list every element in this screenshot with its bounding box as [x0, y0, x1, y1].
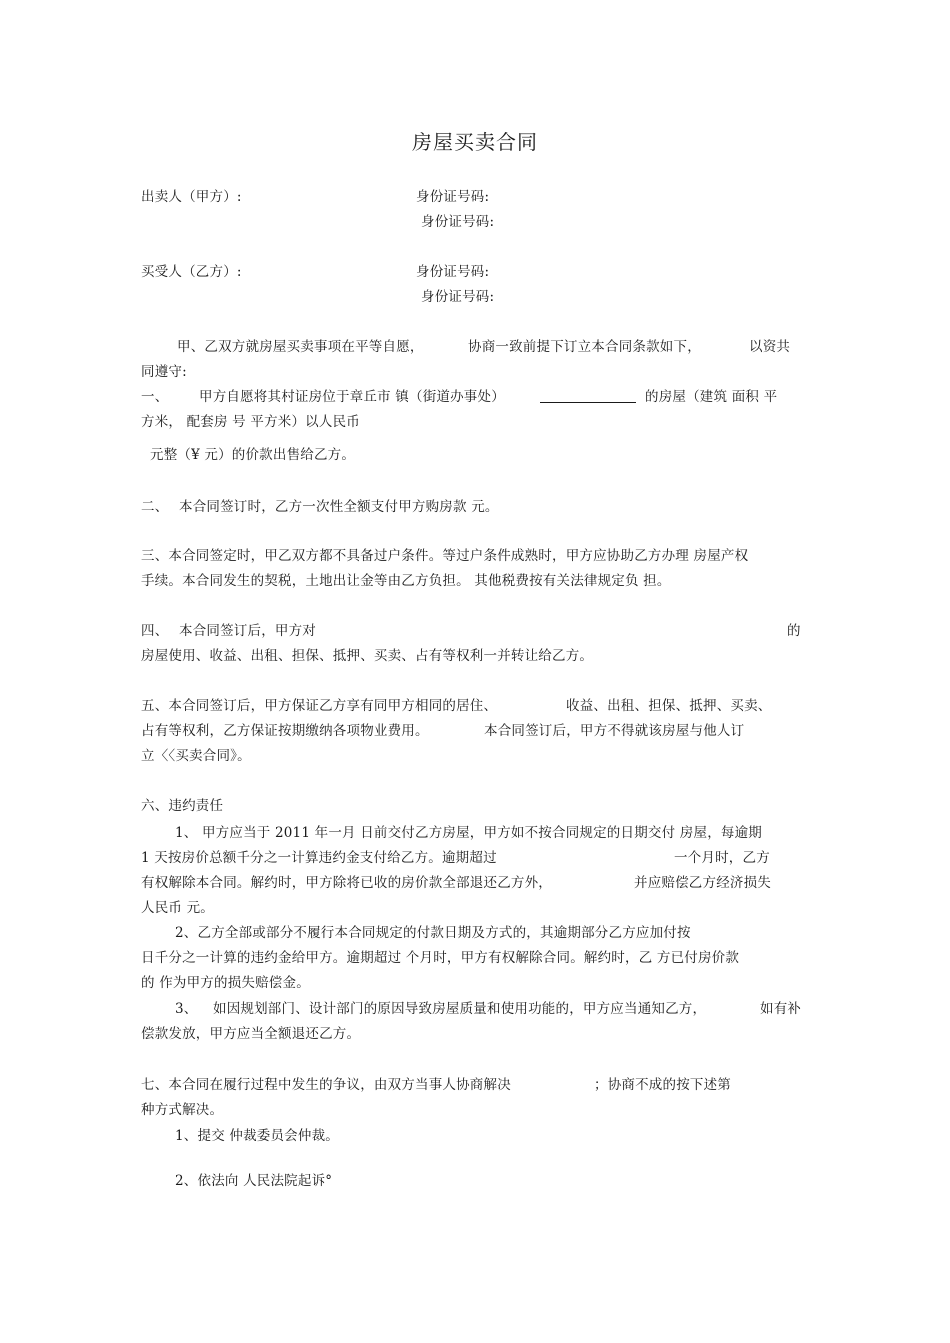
- clause-1-line-2: 方米， 配套房 号 平方米）以人民币: [141, 414, 360, 430]
- clause-1-line-3: 元整（¥ 元）的价款出售给乙方。: [150, 447, 356, 463]
- buyer-label: 买受人（乙方）:: [141, 264, 242, 280]
- clause-4-line-2: 房屋使用、收益、出租、担保、抵押、买卖、占有等权利一并转让给乙方。: [141, 648, 594, 664]
- clause-6-p1-line-1: 1、 甲方应当于 2011 年一月 日前交付乙方房屋，甲方如不按合同规定的日期交付 房屋，每逾期: [175, 825, 763, 841]
- clause-1-number: 一、: [141, 389, 169, 405]
- seller-id-label-1: 身份证号码:: [416, 189, 490, 205]
- clause-7-option-1: 1、提交 仲裁委员会仲裁。: [175, 1128, 339, 1144]
- buyer-id-label-2: 身份证号码:: [421, 289, 495, 305]
- clause-6-p1-line-4: 人民币 元。: [141, 900, 214, 916]
- clause-4-line-1b: 的: [787, 623, 801, 639]
- clause-2-number: 二、: [141, 499, 169, 515]
- intro-line-2: 同遵守:: [141, 364, 187, 380]
- seller-id-label-2: 身份证号码:: [421, 214, 495, 230]
- clause-5-line-1a: 五、本合同签订后，甲方保证乙方享有同甲方相同的居住、: [141, 698, 498, 714]
- clause-6-p1-line-2a: 1 天按房价总额千分之一计算违约金支付给乙方。逾期超过: [141, 850, 497, 866]
- fill-in-blank: [540, 402, 636, 403]
- intro-line-1a: 甲、乙双方就房屋买卖事项在平等自愿，: [177, 339, 424, 355]
- clause-5-line-2a: 占有等权利，乙方保证按期缴纳各项物业费用。: [141, 723, 429, 739]
- clause-4-line-1a: 本合同签订后，甲方对: [179, 623, 316, 639]
- clause-6-p3-line-1b: 如因规划部门、设计部门的原因导致房屋质量和使用功能的，甲方应当通知乙方，: [213, 1001, 707, 1017]
- clause-6-heading: 六、违约责任: [141, 798, 224, 814]
- clause-7-line-1b: ；协商不成的按下述第: [594, 1077, 731, 1093]
- clause-7-option-2: 2、依法向 人民法院起诉°: [175, 1173, 333, 1189]
- buyer-id-label-1: 身份证号码:: [416, 264, 490, 280]
- clause-4-number: 四、: [141, 623, 169, 639]
- clause-6-p3-line-1c: 如有补: [760, 1001, 802, 1017]
- clause-6-p2-line-2: 日千分之一计算的违约金给甲方。逾期超过 个月时，甲方有权解除合同。解约时，乙 方已付房价款: [141, 950, 740, 966]
- seller-label: 出卖人（甲方）:: [141, 189, 242, 205]
- clause-3-line-1: 三、本合同签定时，甲乙双方都不具备过户条件。等过户条件成熟时，甲方应协助乙方办理 房屋产权: [141, 548, 749, 564]
- document-title: 房屋买卖合同: [412, 130, 538, 154]
- clause-3-line-2: 手续。本合同发生的契税，土地出让金等由乙方负担。 其他税费按有关法律规定负 担。: [141, 573, 671, 589]
- clause-1-line-1b: 的房屋（建筑 面积 平: [645, 389, 778, 405]
- clause-1-line-1a: 甲方自愿将其村证房位于章丘市 镇（街道办事处）: [199, 389, 505, 405]
- clause-2-text: 本合同签订时，乙方一次性全额支付甲方购房款 元。: [179, 499, 499, 515]
- clause-5-line-3: 立〈〈买卖合同》。: [141, 748, 251, 764]
- clause-6-p1-line-3b: 并应赔偿乙方经济损失: [634, 875, 771, 891]
- clause-6-p2-line-1: 2、乙方全部或部分不履行本合同规定的付款日期及方式的，其逾期部分乙方应加付按: [175, 925, 691, 941]
- clause-6-p2-line-3: 的 作为甲方的损失赔偿金。: [141, 975, 310, 991]
- intro-line-1b: 协商一致前提下订立本合同条款如下，: [468, 339, 701, 355]
- clause-5-line-2b: 本合同签订后，甲方不得就该房屋与他人订: [484, 723, 745, 739]
- clause-6-p3-number: 3、: [175, 1001, 198, 1017]
- clause-7-line-1a: 七、本合同在履行过程中发生的争议，由双方当事人协商解决: [141, 1077, 511, 1093]
- clause-7-line-2: 种方式解决。: [141, 1102, 224, 1118]
- clause-5-line-1b: 收益、出租、担保、抵押、买卖、: [566, 698, 772, 714]
- clause-6-p3-line-2: 偿款发放，甲方应当全额退还乙方。: [141, 1026, 361, 1042]
- clause-6-p1-line-3a: 有权解除本合同。解约时，甲方除将已收的房价款全部退还乙方外，: [141, 875, 552, 891]
- clause-6-p1-line-2b: 一个月时，乙方: [674, 850, 770, 866]
- intro-line-1c: 以资共: [749, 339, 791, 355]
